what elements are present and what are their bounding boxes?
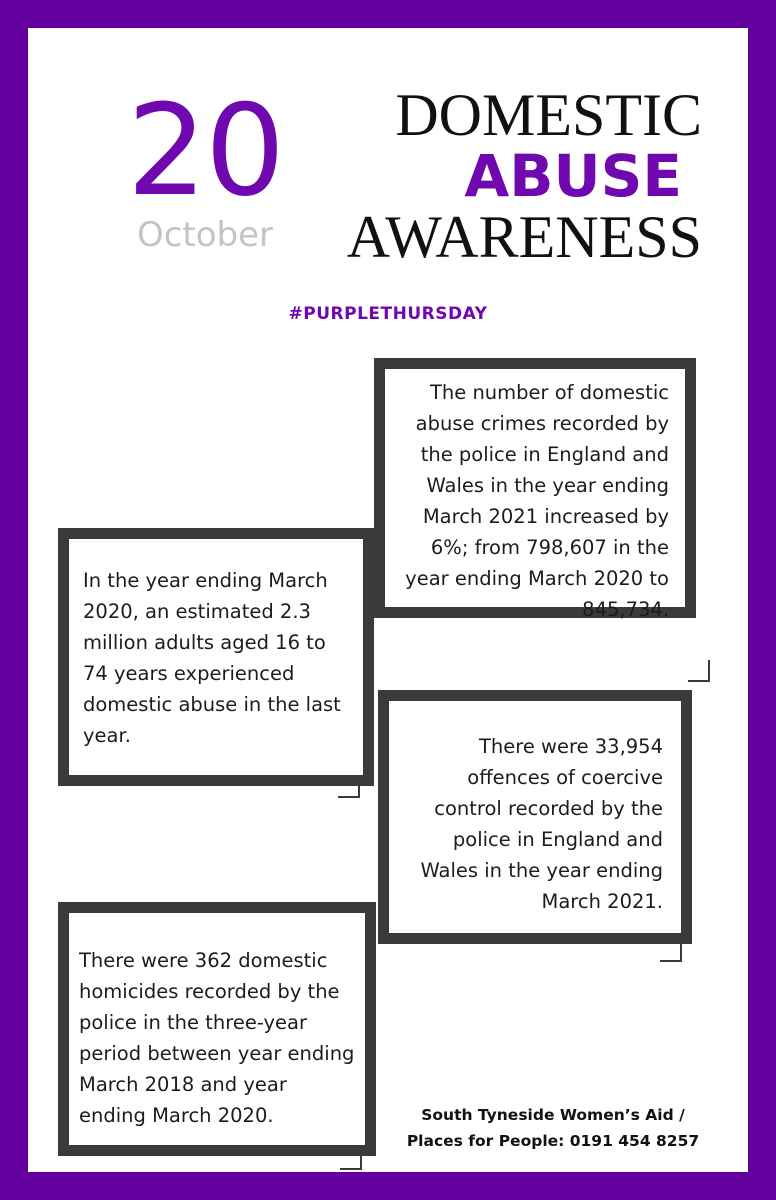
poster-title	[347, 84, 702, 268]
hashtag: #PURPLETHURSDAY	[288, 304, 488, 324]
fact-box-domestic-homicides	[58, 902, 376, 1156]
date-month: October	[136, 215, 274, 255]
fact-box-crimes-recorded	[374, 358, 696, 621]
corner-bracket-decoration	[688, 660, 710, 682]
title-line-awareness: AWARENESS	[346, 204, 702, 270]
date-day: 20	[126, 77, 284, 224]
contact-footer	[388, 1102, 718, 1154]
title-line-abuse: ABUSE	[464, 142, 682, 210]
fact-text: There were 362 domestic homicides recorded by the police in the three-year period between year ending March 2018 and year ending March 2020.	[79, 949, 355, 1127]
fact-text: The number of domestic abuse crimes recorded by the police in England and Wales in the year ending March 2021 increased by 6%; from 798,607 in the year ending March 2020 to 845,734.	[405, 381, 669, 621]
footer-organisation: South Tyneside Women’s Aid /	[421, 1106, 685, 1124]
fact-box-coercive-control	[378, 690, 692, 944]
fact-text: In the year ending March 2020, an estimated 2.3 million adults aged 16 to 74 years experienced domestic abuse in the last year.	[83, 569, 341, 747]
title-line-domestic: DOMESTIC	[395, 82, 702, 148]
fact-box-adults-experienced	[58, 528, 374, 786]
footer-phone: Places for People: 0191 454 8257	[406, 1132, 700, 1150]
fact-text: There were 33,954 offences of coercive control recorded by the police in England and Wales in the year ending March 2021.	[420, 735, 663, 913]
